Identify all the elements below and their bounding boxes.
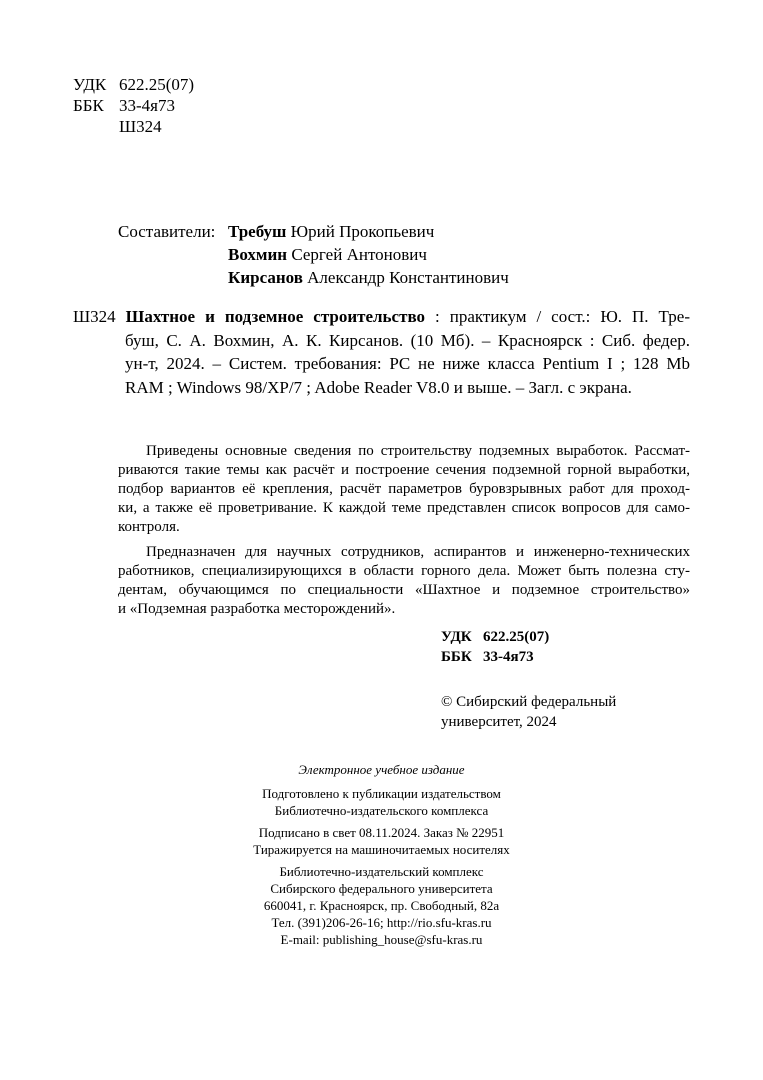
imprint-line: 660041, г. Красноярск, пр. Свободный, 82а: [263, 898, 500, 913]
annotation-line: риваются такие темы как расчёт и построение сечения подземной горной выработки,: [118, 462, 690, 478]
biblio-line: [73, 305, 690, 329]
annotation-line: ки, а также её проветривание. К каждой теме представлен список вопросов для само-: [118, 500, 690, 516]
bbk-value: 33-4я73: [119, 96, 175, 115]
edition-type: [0, 761, 763, 778]
author-mark: Ш324: [119, 117, 162, 136]
compiler-surname: Требуш: [228, 222, 287, 241]
imprint-line: Тиражируется на машиночитаемых носителях: [253, 842, 510, 857]
imprint-line: Тел. (391)206-26-16; http://rio.sfu-kras.ru: [271, 915, 492, 930]
biblio-code: Ш324: [73, 307, 116, 326]
annotation-line: дентам, обучающимся по специальности «Шахтное и подземное строительство»: [118, 582, 690, 598]
bbk-value: 33-4я73: [483, 649, 534, 665]
imprint-line: Библиотечно-издательского комплекса: [274, 803, 489, 818]
compiler-names: Сергей Антонович: [291, 245, 427, 264]
udk-label: УДК: [441, 629, 472, 645]
compiler-surname: Кирсанов: [228, 268, 303, 287]
annotation-line: контроля.: [118, 519, 180, 535]
author-mark-row: [73, 116, 194, 137]
annotation-line: и «Подземная разработка месторождений».: [118, 601, 396, 617]
annotation-line: подбор вариантов её крепления, расчёт параметров буровзрывных работ для проход-: [118, 481, 690, 497]
bbk-row-bottom: [441, 647, 549, 667]
biblio-line1-rest: : практикум / сост.: Ю. П. Тре-: [425, 307, 690, 326]
bibliographic-description: [73, 305, 690, 399]
bbk-label: ББК: [73, 96, 104, 115]
compilers-block: [118, 220, 509, 289]
biblio-line: буш, С. А. Вохмин, А. К. Кирсанов. (10 Мб). – Красноярск : Сиб. федер.: [125, 330, 690, 350]
book-title: Шахтное и подземное строительство: [125, 307, 426, 326]
compiler-names: Юрий Прокопьевич: [290, 222, 435, 241]
imprint-line: Библиотечно-издательский комплекс: [279, 864, 484, 879]
copyright-line: университет, 2024: [441, 714, 557, 730]
signed-info: [0, 824, 763, 858]
compiler-surname: Вохмин: [228, 245, 288, 264]
classification-codes: [73, 74, 194, 137]
imprint-line: Сибирского федерального университета: [270, 881, 493, 896]
annotation: [118, 442, 690, 619]
publisher-info: [0, 863, 763, 948]
imprint-line: Подготовлено к публикации издательством: [262, 786, 501, 801]
compiler-row: [118, 243, 509, 266]
imprint-line: E-mail: publishing_house@sfu-kras.ru: [280, 932, 483, 947]
compiler-row: [118, 220, 509, 243]
biblio-line: ун-т, 2024. – Систем. требования: PC не ниже класса Pentium I ; 128 Mb: [125, 354, 690, 373]
compiler-row: [118, 266, 509, 289]
udk-value: 622.25(07): [483, 629, 550, 645]
udk-value: 622.25(07): [119, 75, 195, 94]
copyright: [441, 692, 616, 732]
udk-row-bottom: [441, 627, 549, 647]
annotation-line: Предназначен для научных сотрудников, аспирантов и инженерно-технических: [146, 544, 690, 560]
compilers-label: Составители:: [118, 222, 216, 241]
annotation-line: работников, специализирующихся в области горного дела. Может быть полезна сту-: [118, 563, 690, 579]
annotation-line: Приведены основные сведения по строительству подземных выработок. Рассмат-: [146, 443, 690, 459]
bbk-row: [73, 95, 194, 116]
edition-type-text: Электронное учебное издание: [298, 762, 465, 777]
biblio-line: RAM ; Windows 98/XP/7 ; Adobe Reader V8.0 и выше. – Загл. с экрана.: [125, 377, 632, 397]
udk-row: [73, 74, 194, 95]
udk-label: УДК: [73, 75, 107, 94]
compiler-names: Александр Константинович: [307, 268, 509, 287]
prepared-by: [0, 785, 763, 819]
classification-codes-bottom: [441, 627, 549, 667]
imprint-line: Подписано в свет 08.11.2024. Заказ № 22951: [258, 825, 505, 840]
bbk-label: ББК: [441, 649, 472, 665]
copyright-line: © Сибирский федеральный: [441, 694, 617, 710]
